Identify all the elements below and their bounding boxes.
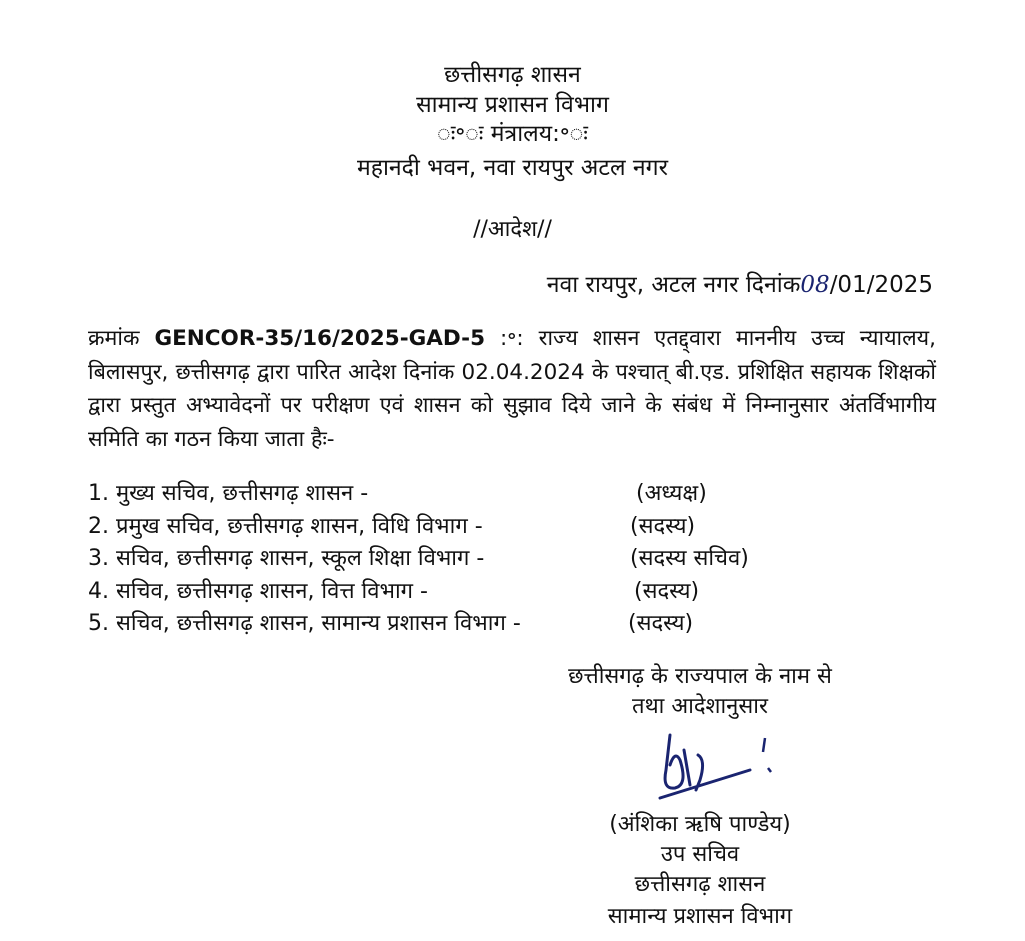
authority-line: छत्तीसगढ़ के राज्यपाल के नाम से	[568, 664, 832, 689]
role: (सदस्य)	[628, 611, 694, 636]
committee-item	[88, 511, 848, 544]
handwritten-day: 08	[800, 272, 830, 298]
committee-list	[88, 478, 848, 641]
order-paragraph	[88, 322, 936, 456]
authority-line-2: तथा आदेशानुसार	[632, 694, 768, 719]
order-text: :॰: राज्य शासन एतद्द्वारा माननीय उच्च न्यायालय, बिलासपुर, छत्तीसगढ़ द्वारा पारित आदेश दिनांक 02.04.2024 के पश्चात् बी.एड. प्रशिक्षित सहायक शिक्षकों द्वारा प्रस्तुत अभ्यावेदनों पर परीक्षण एवं शासन को सुझाव दिये जाने के संबंध में निम्नानुसार अंतर्विभागीय समिति का गठन किया जाता हैः-	[88, 326, 936, 452]
committee-item	[88, 576, 848, 609]
member: 3. सचिव, छत्तीसगढ़ शासन, स्कूल शिक्षा विभाग -	[88, 546, 485, 571]
signatory-department: सामान्य प्रशासन विभाग	[607, 904, 793, 929]
committee-item	[88, 543, 848, 576]
committee-item	[88, 478, 848, 511]
role: (अध्यक्ष)	[636, 481, 707, 506]
member: 5. सचिव, छत्तीसगढ़ शासन, सामान्य प्रशासन विभाग -	[88, 611, 521, 636]
role: (सदस्य)	[634, 578, 700, 604]
order-number: GENCOR-35/16/2025-GAD-5	[154, 326, 486, 351]
member: 4. सचिव, छत्तीसगढ़ शासन, वित्त विभाग -	[88, 578, 428, 604]
signatory-name: (अंशिका ऋषि पाण्डेय)	[609, 812, 791, 837]
member: 1. मुख्य सचिव, छत्तीसगढ़ शासन -	[88, 481, 369, 506]
signatory-designation: उप सचिव	[660, 842, 740, 867]
order-title: //आदेश//	[473, 217, 552, 242]
signatory-government: छत्तीसगढ़ शासन	[634, 872, 766, 897]
header-ministry: ः॰ः मंत्रालय:॰ः	[437, 121, 588, 147]
date-suffix: /01/2025	[829, 272, 933, 298]
committee-item	[88, 608, 848, 641]
header-department: सामान्य प्रशासन विभाग	[416, 92, 609, 118]
role: (सदस्य सचिव)	[630, 546, 749, 571]
member: 2. प्रमुख सचिव, छत्तीसगढ़ शासन, विधि विभाग -	[88, 513, 483, 539]
header-address: महानदी भवन, नवा रायपुर अटल नगर	[356, 155, 668, 181]
signature-image	[640, 730, 780, 800]
date-line	[547, 270, 933, 300]
date-prefix: नवा रायपुर, अटल नगर दिनांक	[546, 272, 801, 298]
role: (सदस्य)	[630, 513, 696, 539]
header-government: छत्तीसगढ़ शासन	[444, 62, 581, 88]
kramank-label: क्रमांक	[88, 326, 140, 351]
